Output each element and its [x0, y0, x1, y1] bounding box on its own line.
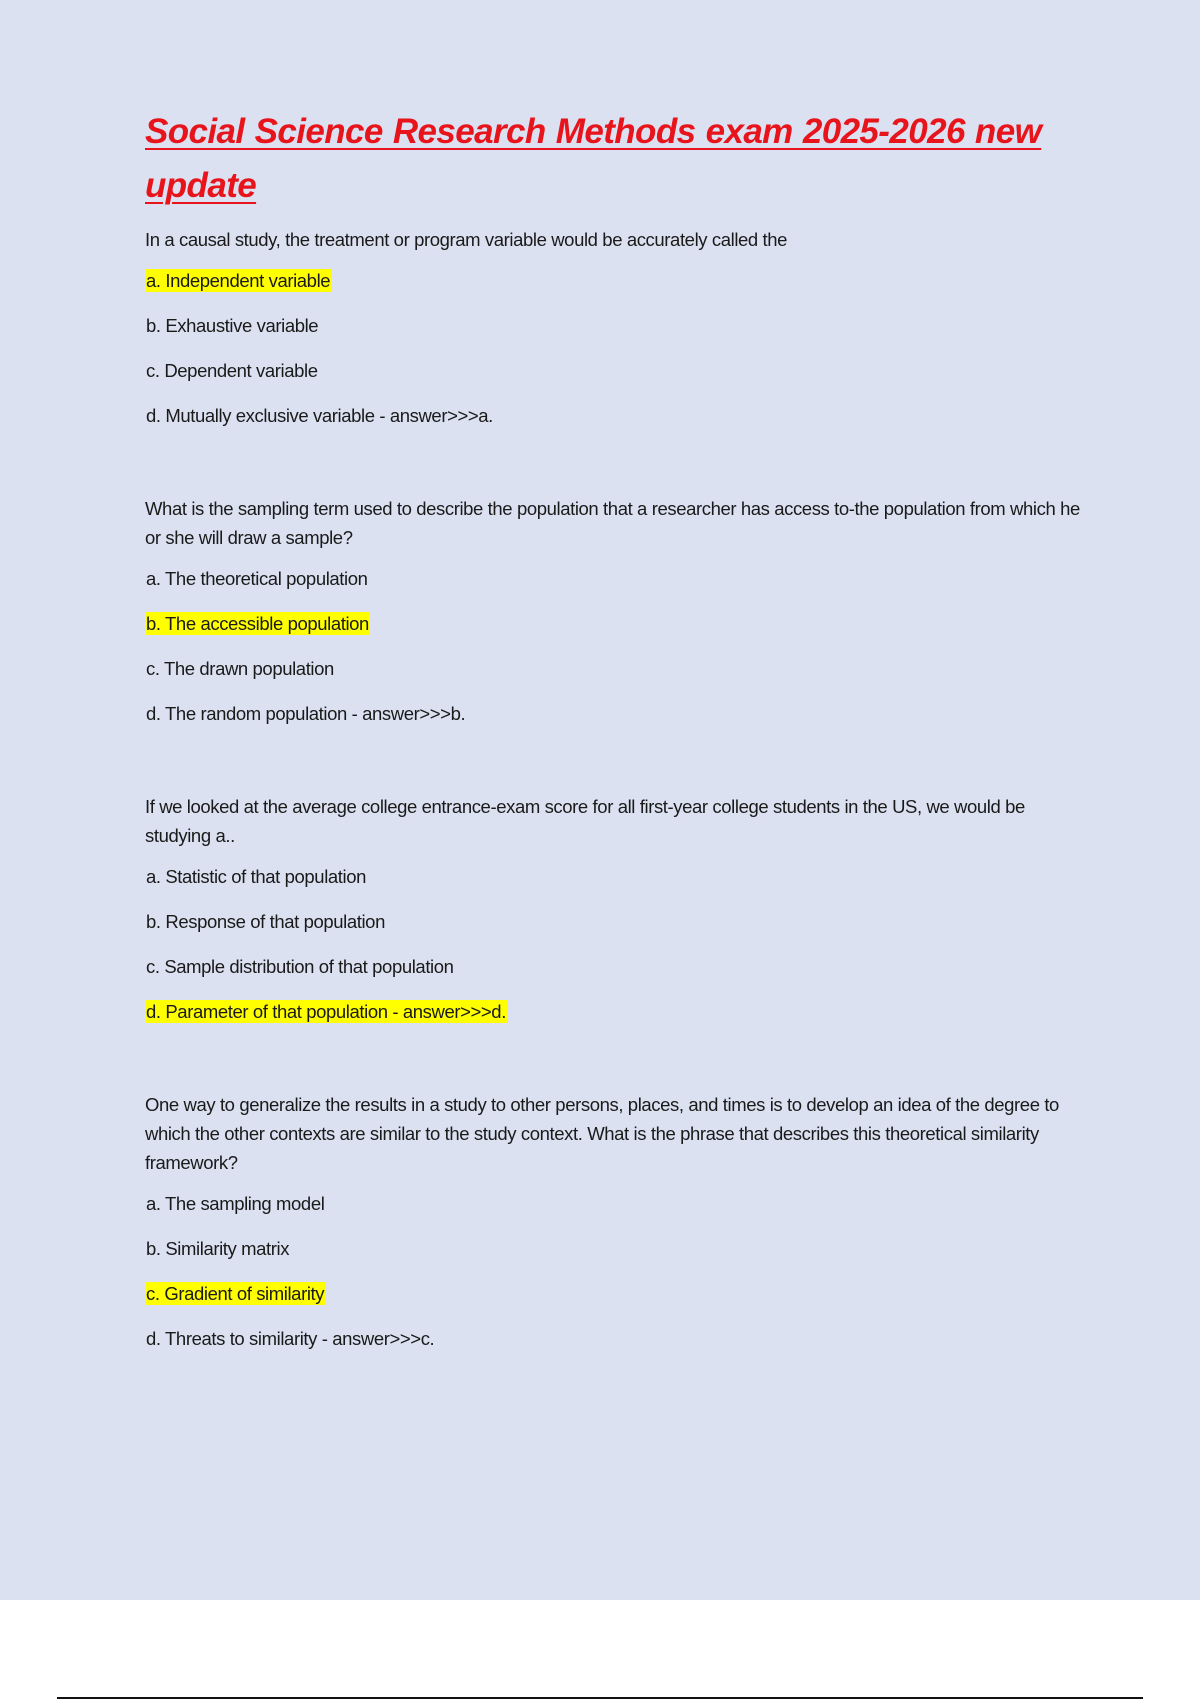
question-block-2 — [145, 494, 1080, 726]
option-text: c. Gradient of similarity — [146, 1283, 325, 1304]
option-text: d. Threats to similarity - answer>>>c. — [146, 1328, 435, 1349]
option-text: b. Similarity matrix — [146, 1238, 290, 1259]
answer-option-a — [145, 1191, 1080, 1216]
option-text: d. Mutually exclusive variable - answer>>>a. — [146, 405, 493, 426]
answer-option-c — [145, 358, 1080, 383]
question-text: In a causal study, the treatment or program variable would be accurately called the — [145, 229, 788, 250]
answer-option-b — [145, 313, 1080, 338]
document-title: Social Science Research Methods exam 2025-2026 new update — [145, 112, 1042, 205]
option-text: b. Exhaustive variable — [146, 315, 319, 336]
answer-option-a — [145, 566, 1080, 591]
paragraph-spacer — [145, 1044, 1080, 1090]
answer-option-c — [145, 656, 1080, 681]
option-text: d. The random population - answer>>>b. — [146, 703, 466, 724]
option-text: a. Statistic of that population — [146, 866, 367, 887]
option-text: d. Parameter of that population - answer>>>d. — [146, 1001, 506, 1022]
question-text: If we looked at the average college entrance-exam score for all first-year college students in the US, we would be studying a.. — [145, 796, 1025, 846]
question-block-3 — [145, 792, 1080, 1024]
answer-option-d — [145, 701, 1080, 726]
option-text: a. The theoretical population — [146, 568, 368, 589]
option-text: c. The drawn population — [146, 658, 334, 679]
page-divider-line — [57, 1697, 1143, 1699]
option-text: b. The accessible population — [146, 613, 369, 634]
option-text: a. The sampling model — [146, 1193, 325, 1214]
question-text: One way to generalize the results in a study to other persons, places, and times is to develop an idea of the degree to which the other contexts are similar to the study context. What is the phrase that describes this theoretical similarity framework? — [145, 1094, 1059, 1173]
answer-option-b — [145, 909, 1080, 934]
answer-option-d — [145, 999, 1080, 1024]
paragraph-spacer — [145, 448, 1080, 494]
option-text: c. Dependent variable — [146, 360, 318, 381]
answer-option-d — [145, 1326, 1080, 1351]
paragraph-spacer — [145, 746, 1080, 792]
answer-option-c — [145, 1281, 1080, 1306]
document-content — [145, 105, 1080, 1371]
answer-option-d — [145, 403, 1080, 428]
question-text: What is the sampling term used to describe the population that a researcher has access to-the population from which he or she will draw a sample? — [145, 498, 1080, 548]
option-text: a. Independent variable — [146, 270, 331, 291]
answer-option-a — [145, 864, 1080, 889]
option-text: c. Sample distribution of that population — [146, 956, 454, 977]
answer-option-b — [145, 1236, 1080, 1261]
answer-option-c — [145, 954, 1080, 979]
question-block-4 — [145, 1090, 1080, 1351]
answer-option-b — [145, 611, 1080, 636]
answer-option-a — [145, 268, 1080, 293]
option-text: b. Response of that population — [146, 911, 385, 932]
question-block-1 — [145, 225, 1080, 428]
